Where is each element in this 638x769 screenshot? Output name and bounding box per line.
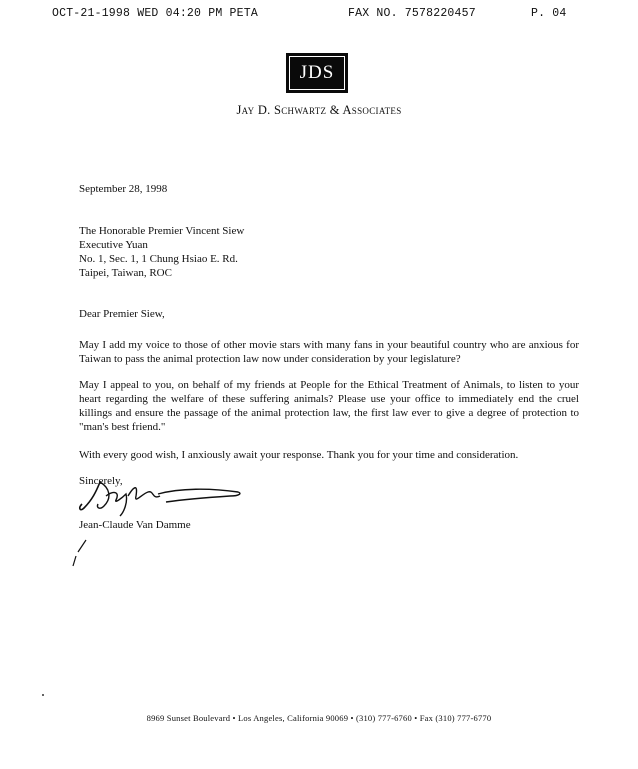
fax-datetime: OCT-21-1998 WED 04:20 PM PETA	[52, 7, 258, 20]
closing: Sincerely,	[79, 475, 123, 487]
recipient-address	[79, 224, 244, 280]
logo-text: JDS	[289, 56, 345, 90]
firm-name: Jay D. Schwartz & Associates	[236, 103, 402, 117]
letter-date: September 28, 1998	[79, 183, 168, 195]
handwritten-signature	[70, 478, 250, 518]
scan-mark	[70, 538, 90, 568]
recipient-line: Taipei, Taiwan, ROC	[79, 267, 172, 279]
jds-logo	[286, 53, 348, 93]
recipient-line: The Honorable Premier Vincent Siew	[79, 225, 245, 237]
recipient-line: Executive Yuan	[79, 239, 148, 251]
body-paragraph: May I add my voice to those of other movie stars with many fans in your beautiful country who are anxious for Taiwan to pass the animal protection law now under consideration by your legislature?	[79, 339, 579, 365]
scan-dot	[40, 692, 46, 698]
fax-number: FAX NO. 7578220457	[348, 7, 476, 20]
footer-address: 8969 Sunset Boulevard • Los Angeles, California 90069 • (310) 777-6760 • Fax (310) 777-6770	[146, 713, 492, 723]
salutation: Dear Premier Siew,	[79, 308, 165, 320]
body-paragraph: May I appeal to you, on behalf of my friends at People for the Ethical Treatment of Animals, to listen to your heart regarding the welfare of these suffering animals? Please use your office to immediately end the cruel killings and ensure the passage of the animal protection law, the first law ever to give a degree of protection to "man's best friend."	[79, 379, 579, 433]
fax-page-number: P. 04	[531, 7, 567, 20]
recipient-line: No. 1, Sec. 1, 1 Chung Hsiao E. Rd.	[79, 253, 238, 265]
body-paragraph: With every good wish, I anxiously await your response. Thank you for your time and consideration.	[79, 449, 519, 461]
signer-name: Jean-Claude Van Damme	[79, 519, 191, 531]
